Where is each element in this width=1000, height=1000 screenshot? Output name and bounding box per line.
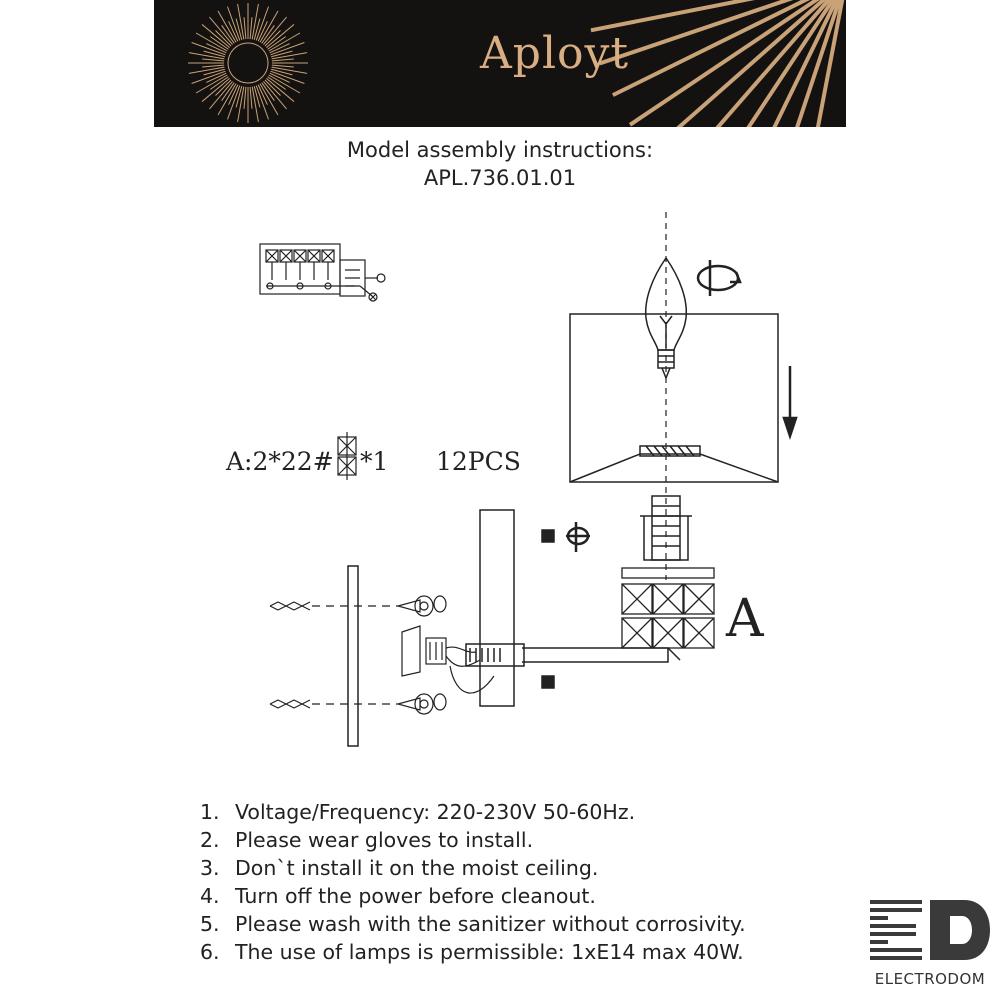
hardware-count: *1: [360, 447, 389, 476]
nut-icon: [338, 432, 356, 480]
page-title: Model assembly instructions:: [346, 138, 654, 162]
instructions-list: [200, 798, 746, 966]
rotate-icon: [698, 260, 740, 296]
hardware-spec: A:2*22#: [226, 447, 334, 476]
wall-mounting-plate: [348, 566, 358, 746]
socket-icon: [640, 496, 692, 560]
model-number: APL.736.01.01: [423, 166, 577, 190]
list-item: 6. The use of lamps is permissible: 1xE14 max 40W.: [200, 940, 744, 964]
brand-name: Aployt: [480, 28, 630, 79]
part-label: A: [726, 589, 764, 649]
cap-nut-icon: [542, 530, 554, 688]
list-item: 3. Don`t install it on the moist ceiling.: [200, 856, 599, 880]
assembly-diagram: [0, 200, 1000, 760]
hardware-qty: 12PCS: [436, 447, 521, 476]
wall-plug-icon: [270, 602, 310, 708]
back-plate: [466, 510, 524, 706]
crystal-block: [622, 568, 714, 648]
list-item: 2. Please wear gloves to install.: [200, 828, 534, 852]
rotate-icon-small: [566, 522, 590, 552]
list-item: 5. Please wash with the sanitizer without corrosivity.: [200, 912, 746, 936]
lamp-shade: [570, 314, 778, 482]
wall-arm: [522, 648, 680, 662]
watermark-text: ELECTRODOM: [874, 970, 986, 988]
list-item: 1. Voltage/Frequency: 220-230V 50-60Hz.: [200, 800, 636, 824]
down-arrow-icon: [784, 366, 796, 436]
brand-banner: [154, 0, 846, 127]
screw-icon: [398, 596, 446, 714]
wiring-schematic-icon: [260, 244, 385, 301]
list-item: 4. Turn off the power before cleanout.: [200, 884, 596, 908]
